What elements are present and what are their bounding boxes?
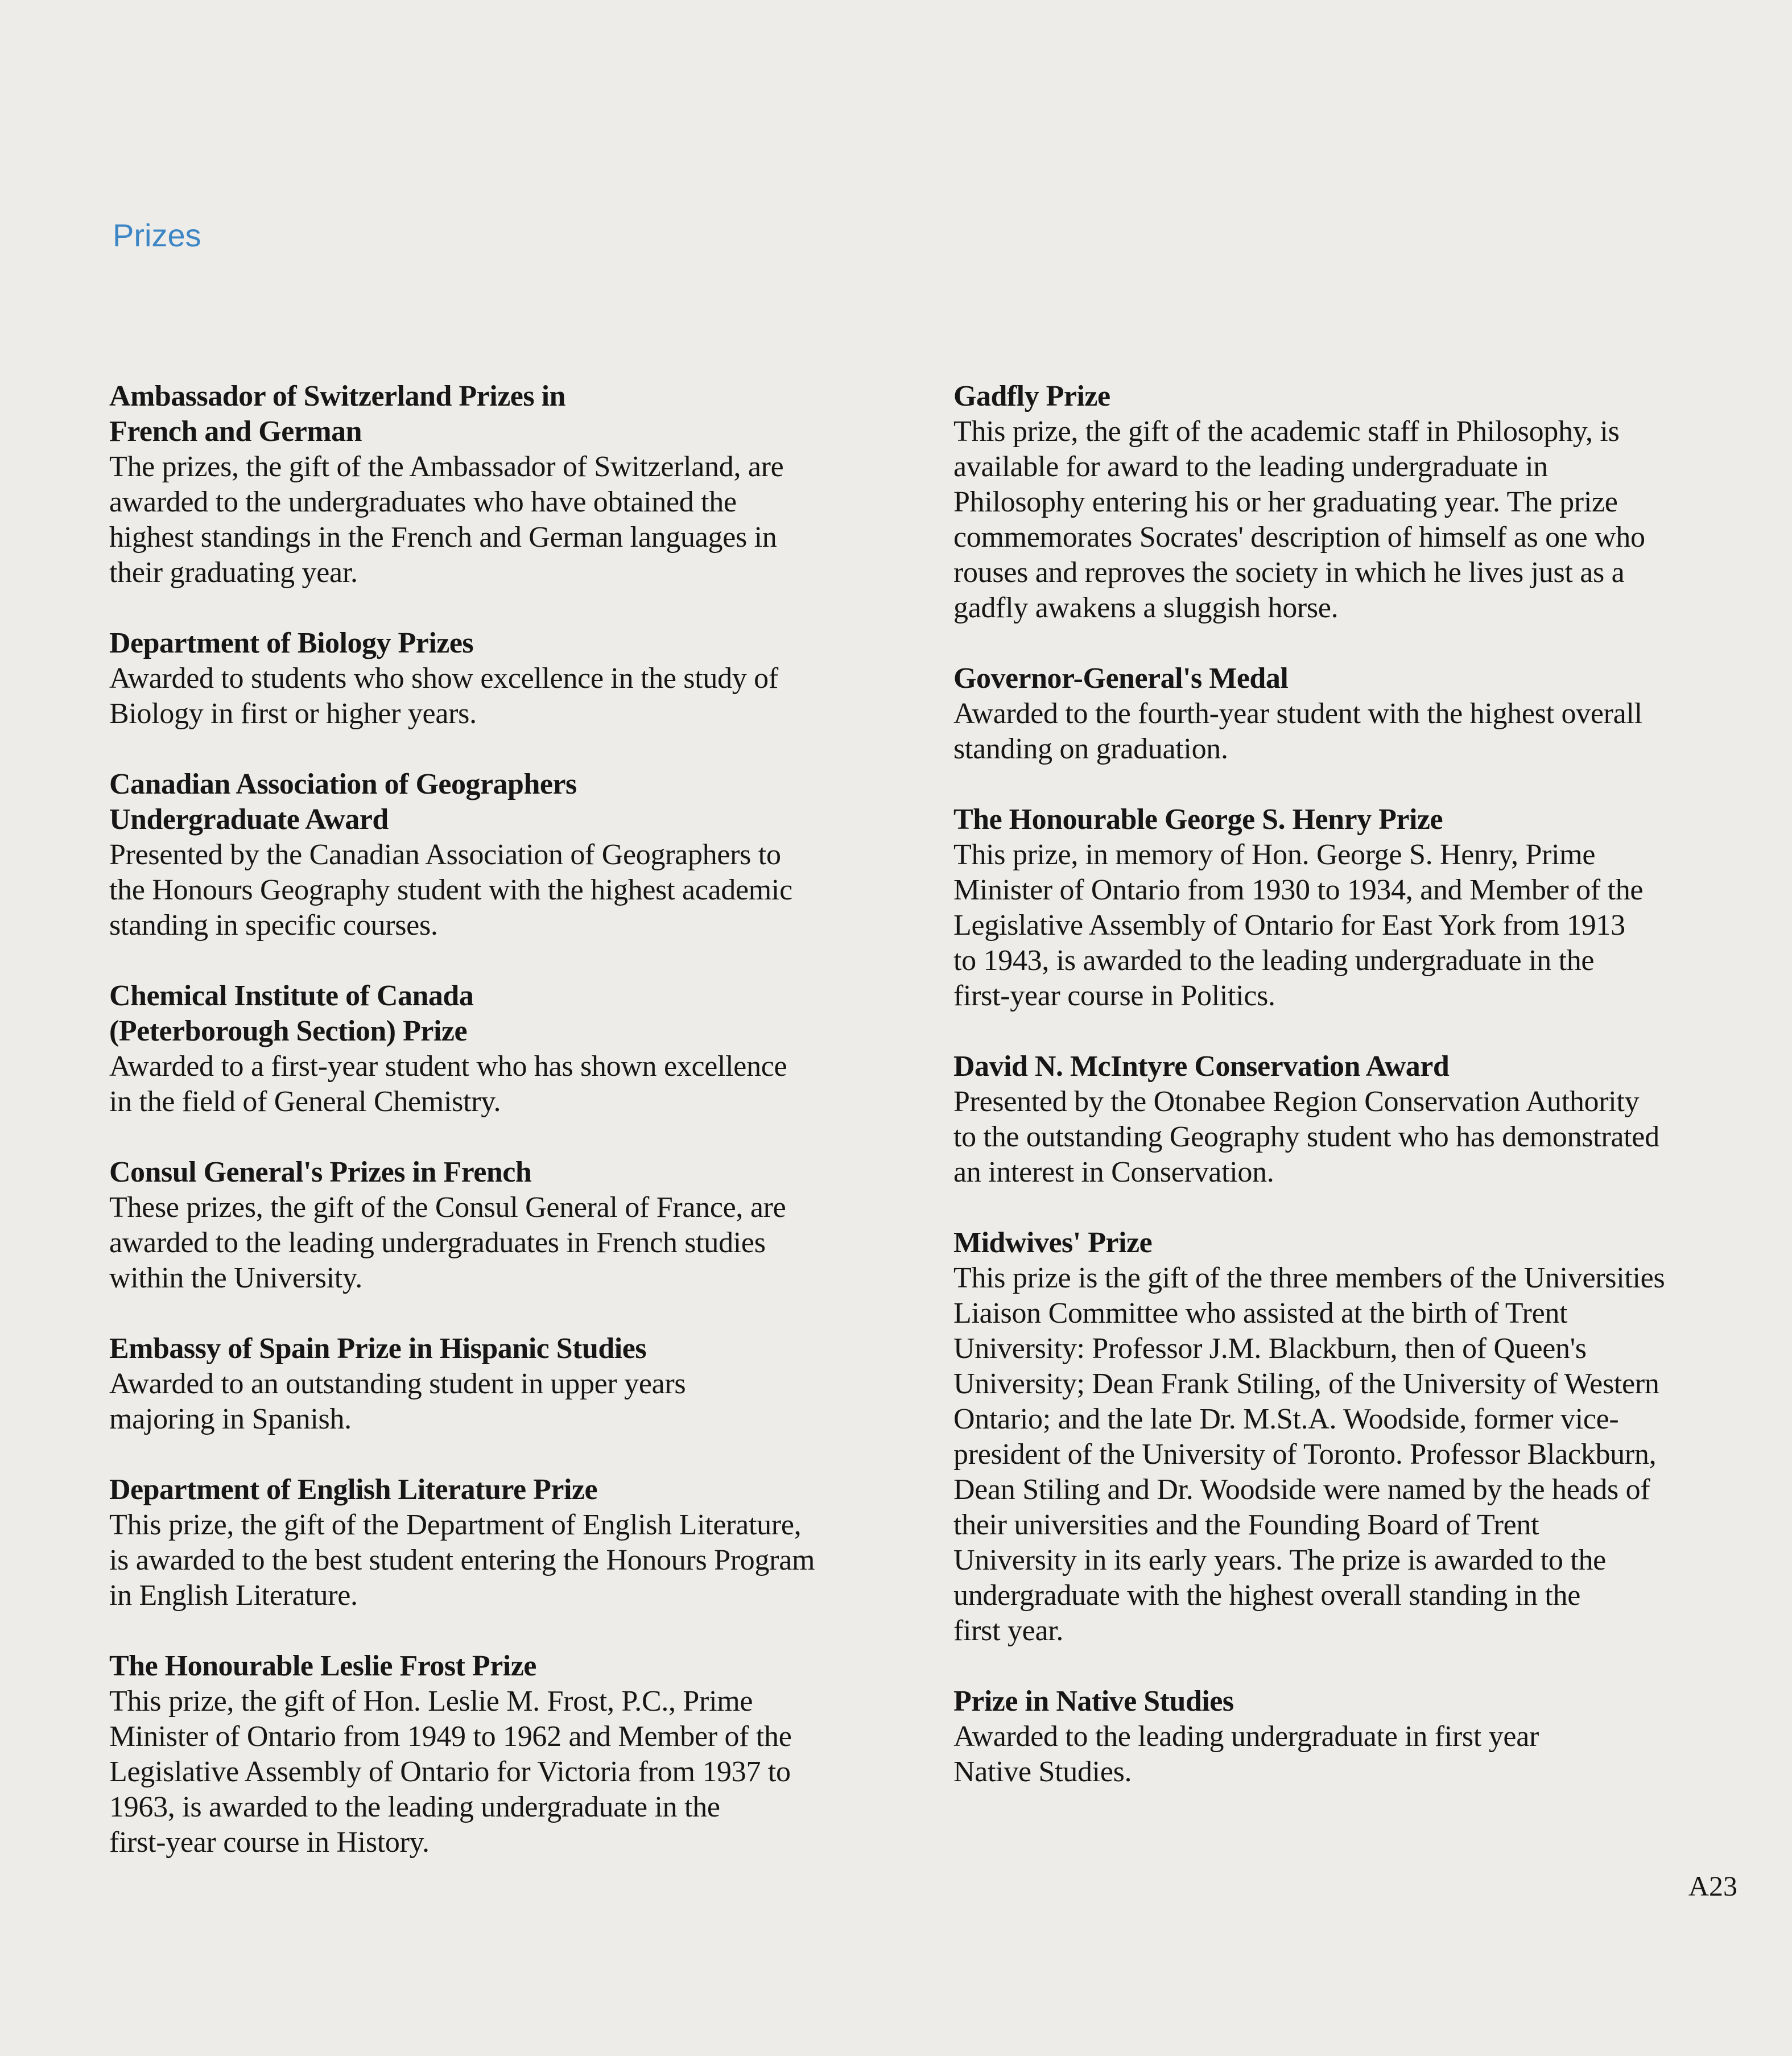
prize-entry (109, 979, 923, 1120)
right-column (953, 379, 1761, 1825)
prize-title: Department of Biology Prizes (109, 627, 474, 659)
prize-entry (109, 1155, 923, 1296)
prize-entry (109, 1472, 923, 1613)
prize-entry (953, 379, 1761, 626)
prize-title: The Honourable George S. Henry Prize (953, 803, 1443, 836)
prize-title: Governor-General's Medal (953, 662, 1289, 695)
prize-description: Awarded to an outstanding student in upper years majoring in Spanish. (109, 1368, 686, 1435)
prize-description: Awarded to the leading undergraduate in first year Native Studies. (953, 1720, 1539, 1788)
prize-title: The Honourable Leslie Frost Prize (109, 1650, 536, 1682)
prize-title: Consul General's Prizes in French (109, 1156, 532, 1188)
prize-description: This prize is the gift of the three members of the Universities Liaison Committee who assisted at the birth of Trent University: Professor J.M. Blackburn, then of Queen's University; Dean Frank Stiling, of the University of Western Ontario; and the late Dr. M.St.A. Woodside, former vice- president of the University of Toronto. Professor Blackburn, Dean Stiling and Dr. Woodside were named by the heads of their universities and the Founding Board of Trent University in its early years. The prize is awarded to the undergraduate with the highest overall standing in the first year. (953, 1262, 1665, 1647)
page-number: A23 (1688, 1870, 1737, 1902)
prize-description: Awarded to a first-year student who has shown excellence in the field of General Chemistry. (109, 1050, 787, 1118)
prize-description: This prize, the gift of Hon. Leslie M. Frost, P.C., Prime Minister of Ontario from 1949 to 1962 and Member of the Legislative Assembly of Ontario for Victoria from 1937 to 1963, is awarded to the leading undergraduate in the first-year course in History. (109, 1685, 792, 1859)
prize-description: Awarded to students who show excellence in the study of Biology in first or higher years. (109, 662, 778, 730)
prize-description: This prize, in memory of Hon. George S. Henry, Prime Minister of Ontario from 1930 to 1934, and Member of the Legislative Assembly of Ontario for East York from 1913 to 1943, is awarded to the leading undergraduate in the first-year course in Politics. (953, 839, 1644, 1012)
prize-title: Prize in Native Studies (953, 1685, 1234, 1718)
prize-entry (953, 1684, 1761, 1790)
prize-entry (953, 1225, 1761, 1649)
left-column (109, 379, 923, 1896)
page-heading: Prizes (113, 217, 201, 253)
prize-description: These prizes, the gift of the Consul General of France, are awarded to the leading undergraduates in French studies within the University. (109, 1191, 786, 1294)
prize-description: This prize, the gift of the Department of English Literature, is awarded to the best student entering the Honours Program in English Literature. (109, 1509, 815, 1612)
prize-entry (109, 1331, 923, 1437)
prize-description: Presented by the Otonabee Region Conservation Authority to the outstanding Geography student who has demonstrated an interest in Conservation. (953, 1085, 1659, 1188)
prize-title: Ambassador of Switzerland Prizes in French and German (109, 380, 565, 448)
prize-entry (109, 379, 923, 591)
prize-title: Embassy of Spain Prize in Hispanic Studies (109, 1332, 647, 1365)
prize-entry (109, 626, 923, 732)
prize-title: Gadfly Prize (953, 380, 1110, 412)
prize-description: This prize, the gift of the academic staff in Philosophy, is available for award to the leading undergraduate in Philosophy entering his or her graduating year. The prize commemorates Socrates' description of himself as one who rouses and reproves the society in which he lives just as a gadfly awakens a sluggish horse. (953, 415, 1645, 624)
prize-entry (953, 661, 1761, 767)
prize-title: Department of English Literature Prize (109, 1473, 598, 1506)
prize-entry (953, 802, 1761, 1014)
prize-title: Midwives' Prize (953, 1227, 1153, 1259)
prize-title: Chemical Institute of Canada (Peterborough Section) Prize (109, 980, 474, 1047)
prize-entry (109, 1649, 923, 1860)
prize-entry (953, 1049, 1761, 1190)
prize-description: Presented by the Canadian Association of Geographers to the Honours Geography student with the highest academic standing in specific courses. (109, 839, 792, 942)
prize-title: Canadian Association of Geographers Undergraduate Award (109, 768, 577, 836)
prize-title: David N. McIntyre Conservation Award (953, 1050, 1450, 1083)
prize-description: The prizes, the gift of the Ambassador of Switzerland, are awarded to the undergraduates who have obtained the highest standings in the French and German languages in their graduating year. (109, 451, 784, 589)
prize-description: Awarded to the fourth-year student with the highest overall standing on graduation. (953, 697, 1642, 765)
prize-entry (109, 767, 923, 943)
